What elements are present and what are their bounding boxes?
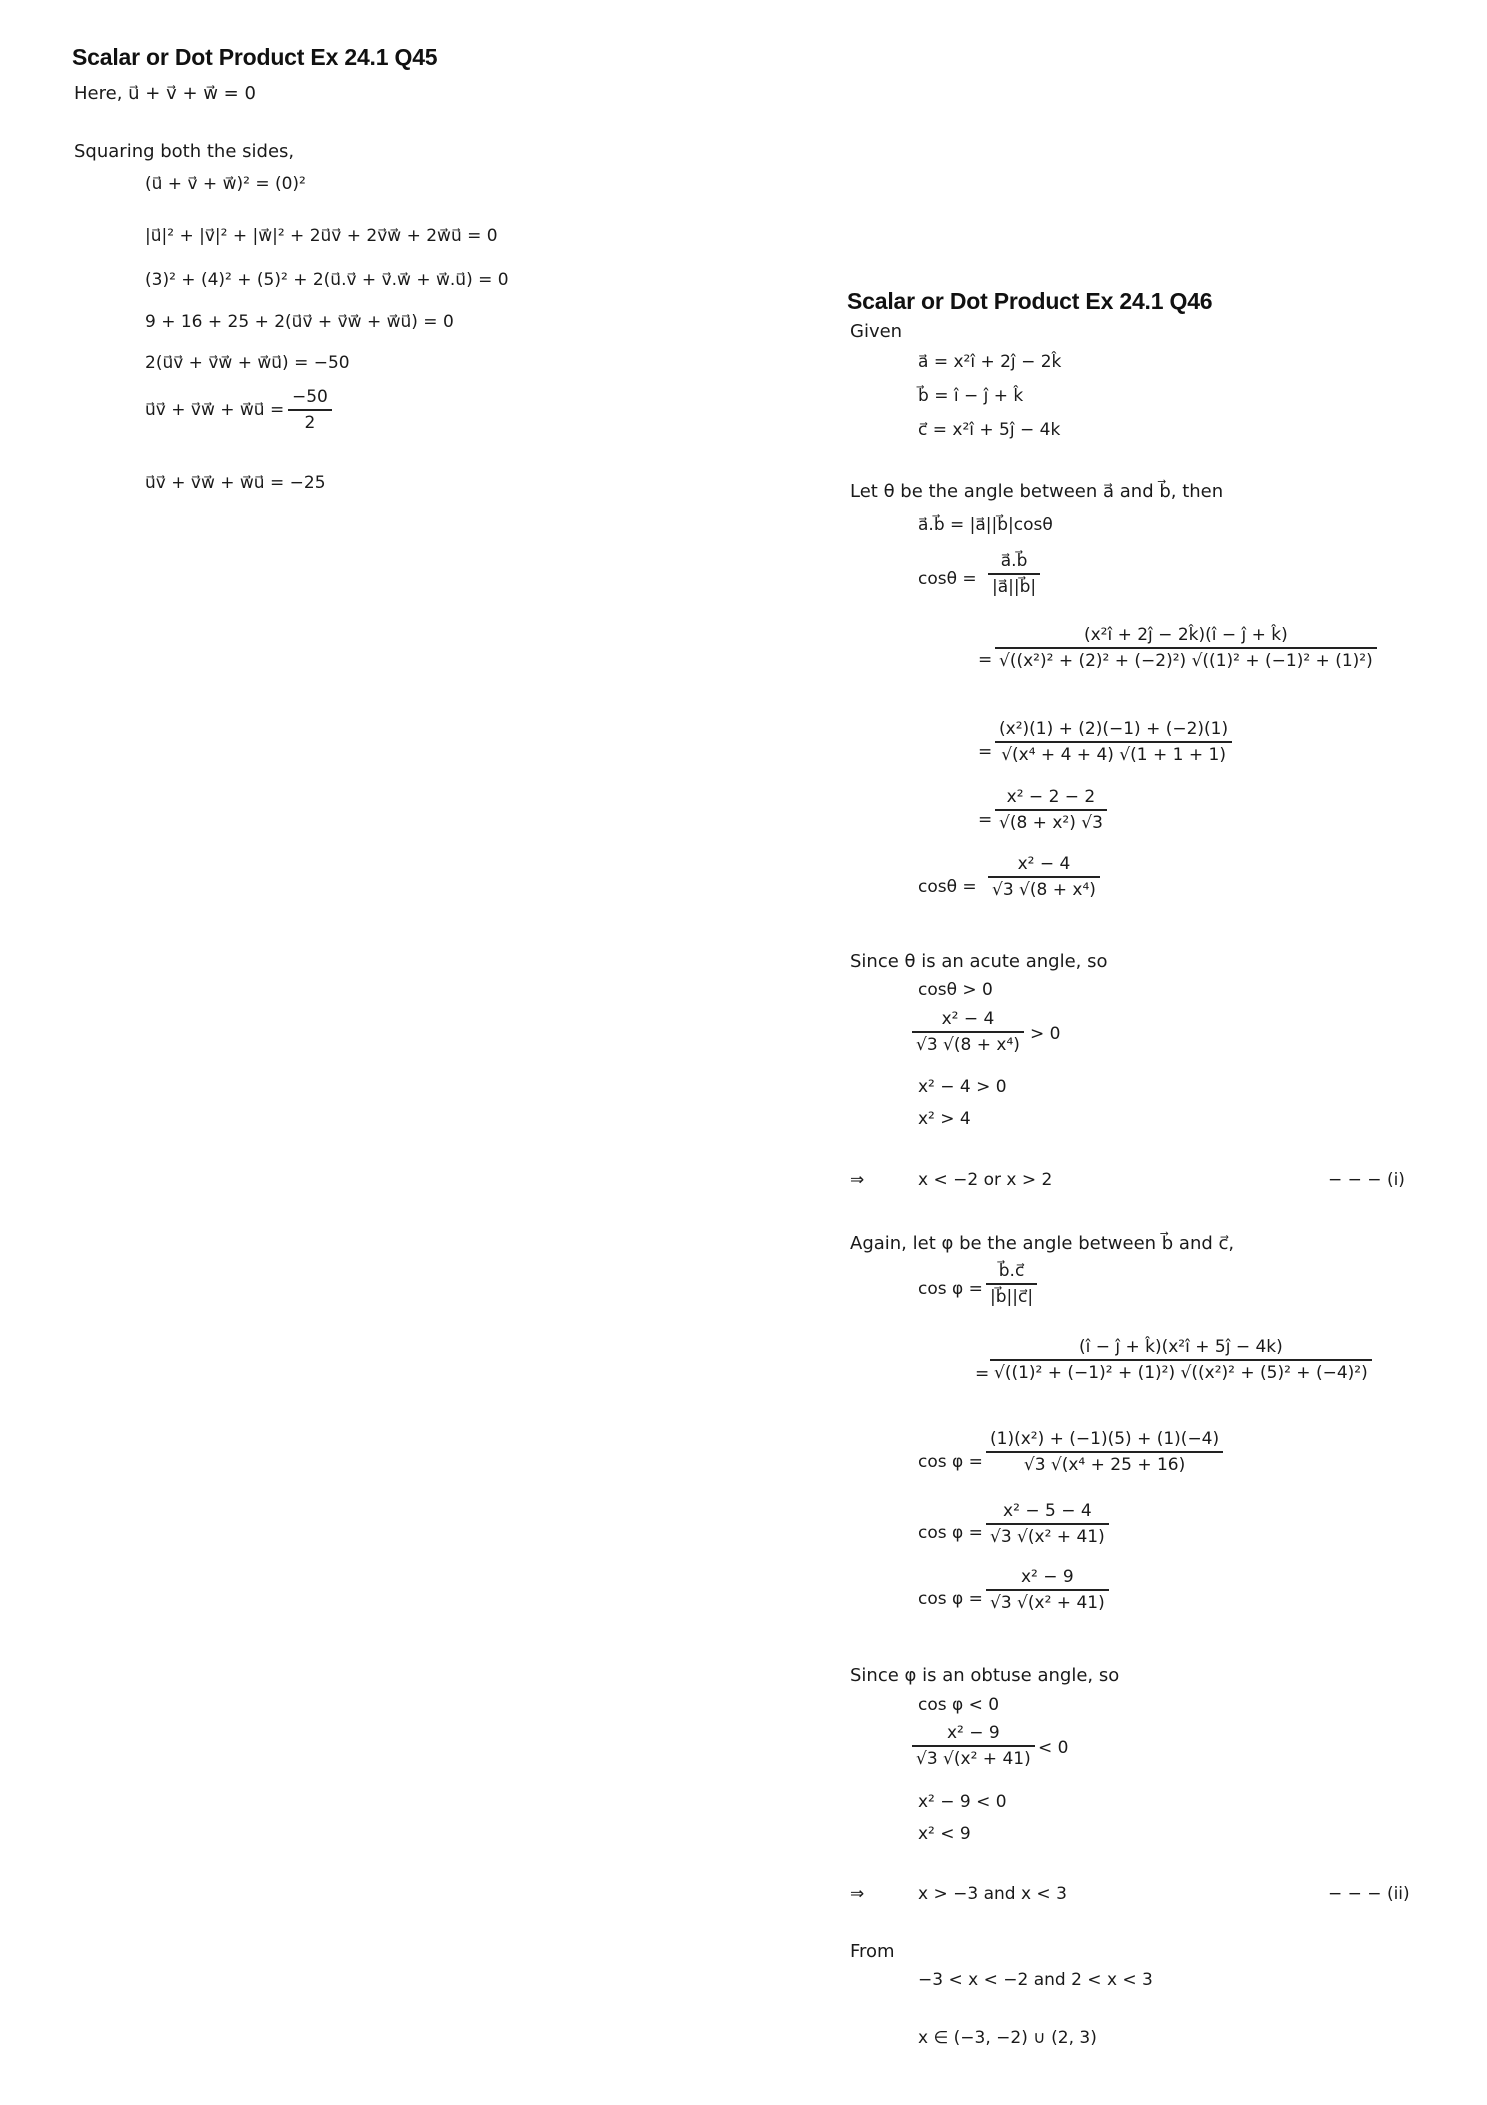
fraction-denominator: √3 √(x² + 41) — [916, 1748, 1031, 1769]
q46-acute-4: x² > 4 — [918, 1109, 971, 1129]
fraction-denominator: |a⃗||b⃗| — [992, 576, 1037, 597]
q46-frac2 — [995, 624, 1377, 672]
q46-frac3 — [995, 718, 1232, 766]
q46-obtuse-2-rhs: < 0 — [1038, 1738, 1069, 1758]
q45-squaring: Squaring both the sides, — [74, 141, 295, 162]
q46-cosphi-lhs: cos φ = — [918, 1523, 983, 1543]
fraction-denominator: √3 √(x² + 41) — [990, 1526, 1105, 1547]
q46-result-2: x > −3 and x < 3 — [918, 1884, 1067, 1904]
fraction-numerator: x² − 2 − 2 — [1006, 787, 1096, 807]
fraction-bar — [995, 741, 1232, 743]
q46-g-frac5 — [986, 1566, 1109, 1614]
implies-arrow: ⇒ — [850, 1884, 865, 1904]
q46-frac5 — [988, 853, 1100, 901]
q46-result-1: x < −2 or x > 2 — [918, 1170, 1053, 1190]
fraction-denominator: √3 √(x² + 41) — [990, 1592, 1105, 1613]
q46-acute-2-frac — [912, 1008, 1024, 1056]
fraction-bar — [986, 1451, 1223, 1453]
fraction-denominator: √((x²)² + (2)² + (−2)²) √((1)² + (−1)² + (1)²) — [999, 650, 1373, 671]
fraction-bar — [988, 573, 1040, 575]
q46-cosphi-lhs: cos φ = — [918, 1589, 983, 1609]
fraction-numerator: a⃗.b⃗ — [1000, 551, 1028, 571]
fraction-numerator: x² − 4 — [941, 1009, 995, 1029]
fraction-numerator: −50 — [292, 387, 328, 407]
q46-cosphi-lhs: cos φ = — [918, 1279, 983, 1299]
fraction-numerator: (x²)(1) + (2)(−1) + (−2)(1) — [999, 719, 1229, 739]
q46-eq-sign: = — [978, 650, 993, 670]
q46-vector-b: b⃗ = î − ĵ + k̂ — [918, 386, 1024, 406]
fraction-denominator: √(x⁴ + 4 + 4) √(1 + 1 + 1) — [1001, 744, 1226, 765]
fraction-bar — [988, 876, 1100, 878]
q46-tag-2: − − − (ii) — [1328, 1884, 1410, 1904]
q45-line1: (u⃗ + v⃗ + w⃗)² = (0)² — [145, 174, 306, 194]
q46-tag-1: − − − (i) — [1328, 1170, 1405, 1190]
fraction-denominator: √3 √(8 + x⁴) — [916, 1034, 1020, 1055]
fraction-numerator: x² − 4 — [1017, 854, 1071, 874]
q46-acute-1: cosθ > 0 — [918, 980, 993, 1000]
q46-g-frac4 — [986, 1500, 1109, 1548]
fraction-bar — [986, 1283, 1037, 1285]
q46-acute-3: x² − 4 > 0 — [918, 1077, 1007, 1097]
fraction-numerator: x² − 5 − 4 — [1003, 1501, 1092, 1521]
q46-cos-lhs: cosθ = — [918, 877, 977, 897]
q46-let-theta: Let θ be the angle between a⃗ and b⃗, then — [850, 481, 1224, 502]
q45-title: Scalar or Dot Product Ex 24.1 Q45 — [72, 44, 438, 70]
q45-line3: (3)² + (4)² + (5)² + 2(u⃗.v⃗ + v⃗.w⃗ + w⃗.u⃗) = 0 — [145, 270, 509, 290]
implies-arrow: ⇒ — [850, 1170, 865, 1190]
fraction-numerator: b⃗.c⃗ — [998, 1261, 1025, 1281]
fraction-denominator: √3 √(x⁴ + 25 + 16) — [1023, 1454, 1186, 1475]
fraction-numerator: (î − ĵ + k̂)(x²î + 5ĵ − 4k) — [1078, 1337, 1283, 1357]
fraction-denominator: 2 — [304, 412, 316, 433]
fraction-bar — [995, 809, 1107, 811]
q46-g-frac2 — [990, 1336, 1372, 1384]
q46-g-frac3 — [986, 1428, 1223, 1476]
q46-eq-sign: = — [978, 810, 993, 830]
fraction-bar — [995, 647, 1377, 649]
q45-line6-fraction — [288, 386, 332, 434]
q45-line4: 9 + 16 + 25 + 2(u⃗v⃗ + v⃗w⃗ + w⃗u⃗) = 0 — [145, 312, 454, 332]
q46-ab-def: a⃗.b⃗ = |a⃗||b⃗|cosθ — [918, 515, 1053, 535]
q46-obtuse-4: x² < 9 — [918, 1824, 971, 1844]
q46-from: From — [850, 1941, 895, 1962]
q46-obtuse-3: x² − 9 < 0 — [918, 1792, 1007, 1812]
q46-obtuse-1: cos φ < 0 — [918, 1695, 1000, 1715]
q46-again: Again, let φ be the angle between b⃗ and c⃗, — [850, 1233, 1235, 1254]
q46-g-frac1 — [986, 1260, 1037, 1308]
fraction-numerator: x² − 9 — [946, 1723, 1000, 1743]
q46-vector-a: a⃗ = x²î + 2ĵ − 2k̂ — [918, 352, 1062, 372]
q46-since-obtuse: Since φ is an obtuse angle, so — [850, 1665, 1120, 1686]
q46-eq-sign: = — [975, 1364, 990, 1384]
q46-frac1 — [988, 550, 1040, 598]
fraction-bar — [288, 409, 332, 411]
fraction-numerator: (x²î + 2ĵ − 2k̂)(î − ĵ + k̂) — [1083, 625, 1288, 645]
q46-since-acute: Since θ is an acute angle, so — [850, 951, 1108, 972]
q46-acute-2-rhs: > 0 — [1030, 1024, 1061, 1044]
fraction-denominator: √(8 + x²) √3 — [999, 812, 1103, 833]
q45-here: Here, u⃗ + v⃗ + w⃗ = 0 — [74, 83, 256, 104]
fraction-bar — [912, 1031, 1024, 1033]
fraction-bar — [986, 1589, 1109, 1591]
q46-obtuse-2-frac — [912, 1722, 1035, 1770]
q46-cos-lhs: cosθ = — [918, 569, 977, 589]
q45-line7: u⃗v⃗ + v⃗w⃗ + w⃗u⃗ = −25 — [145, 473, 326, 493]
q46-given: Given — [850, 321, 903, 342]
fraction-denominator: √((1)² + (−1)² + (1)²) √((x²)² + (5)² + (−4)²) — [994, 1362, 1368, 1383]
q46-frac4 — [995, 786, 1107, 834]
q45-line2: |u⃗|² + |v⃗|² + |w⃗|² + 2u⃗v⃗ + 2v⃗w⃗ + 2w⃗u⃗ = 0 — [145, 226, 498, 246]
q46-eq-sign: = — [978, 742, 993, 762]
q46-title: Scalar or Dot Product Ex 24.1 Q46 — [847, 288, 1213, 314]
fraction-denominator: √3 √(8 + x⁴) — [992, 879, 1096, 900]
fraction-denominator: |b⃗||c⃗| — [990, 1286, 1034, 1307]
fraction-numerator: x² − 9 — [1020, 1567, 1074, 1587]
q46-cosphi-lhs: cos φ = — [918, 1452, 983, 1472]
q46-final: x ∈ (−3, −2) ∪ (2, 3) — [918, 2028, 1097, 2048]
q45-line5: 2(u⃗v⃗ + v⃗w⃗ + w⃗u⃗) = −50 — [145, 353, 350, 373]
fraction-numerator: (1)(x²) + (−1)(5) + (1)(−4) — [990, 1429, 1220, 1449]
q46-vector-c: c⃗ = x²î + 5ĵ − 4k — [918, 420, 1061, 440]
q45-line6-lhs: u⃗v⃗ + v⃗w⃗ + w⃗u⃗ = — [145, 400, 285, 420]
fraction-bar — [912, 1745, 1035, 1747]
fraction-bar — [986, 1523, 1109, 1525]
fraction-bar — [990, 1359, 1372, 1361]
q46-from-1: −3 < x < −2 and 2 < x < 3 — [918, 1970, 1153, 1990]
